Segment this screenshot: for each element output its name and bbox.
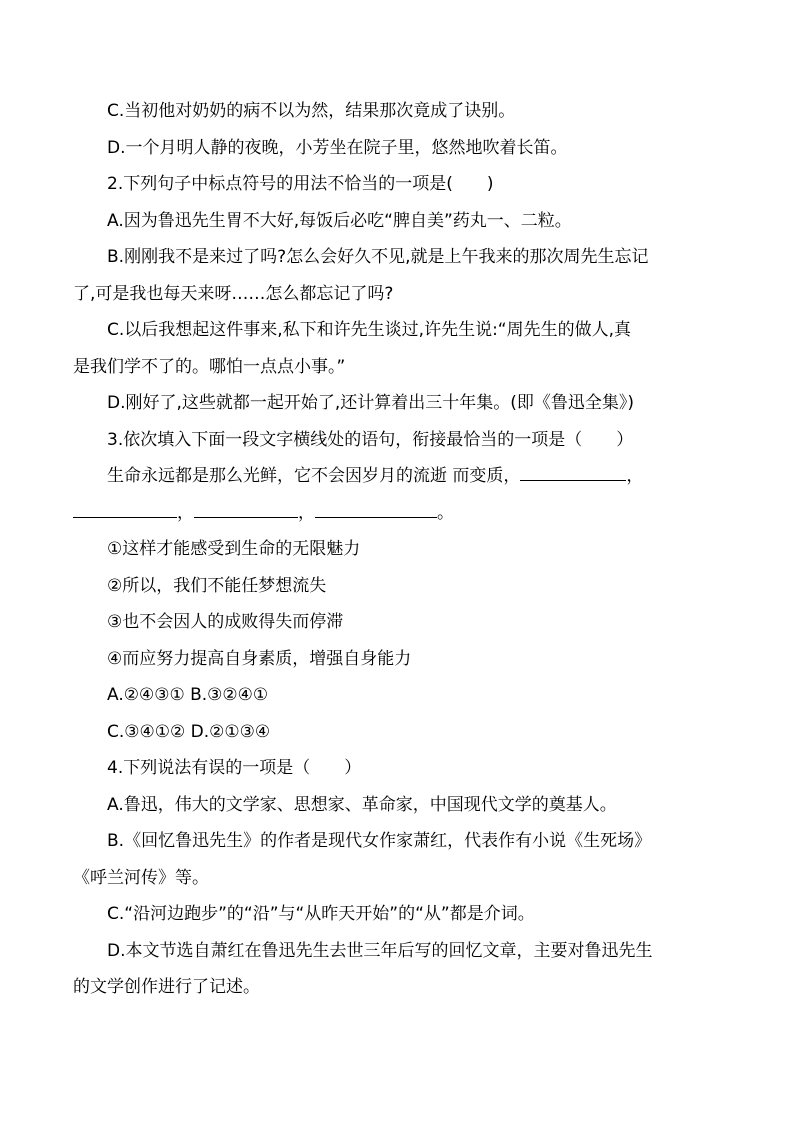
q4-option-b-cont: 《呼兰河传》等。 [73, 867, 209, 888]
q2-option-c: C.以后我想起这件事来,私下和许先生谈过,许先生说:“周先生的做人,真 [107, 320, 632, 340]
separator: ， [177, 502, 194, 523]
q2-option-b: B.刚刚我不是来过了吗?怎么会好久不见,就是上午我来的那次周先生忘记 [107, 247, 649, 267]
q3-item-3: ③也不会因人的成败得失而停滞 [107, 612, 344, 632]
q3-options-ab: A.②④③① B.③②④① [107, 685, 269, 705]
question-2-stem: 2.下列句子中标点符号的用法不恰当的一项是( ) [107, 174, 494, 194]
document-page [73, 93, 713, 1006]
q2-option-c-cont: 是我们学不了的。哪怕一点点小事。” [73, 356, 346, 377]
separator: ， [626, 466, 644, 486]
q3-passage-intro: 生命永远都是那么光鲜，它不会因岁月的流逝 而变质， [107, 466, 521, 486]
q4-option-a: A.鲁迅，伟大的文学家、思想家、革命家，中国现代文学的奠基人。 [107, 794, 617, 815]
q3-item-1: ①这样才能感受到生命的无限魅力 [107, 539, 361, 559]
q2-option-b-cont: 了,可是我也每天来呀……怎么都忘记了吗? [73, 283, 394, 304]
fill-blank-1 [520, 462, 626, 481]
option-c-line: C.当初他对奶奶的病不以为然，结果那次竟成了诀别。 [107, 101, 516, 121]
fill-blank-4 [315, 499, 437, 518]
q4-option-b: B.《回忆鲁迅先生》的作者是现代女作家萧红，代表作有小说《生死场》 [107, 831, 652, 851]
option-d-line: D.一个月明人静的夜晚，小芳坐在院子里，悠然地吹着长笛。 [107, 137, 568, 158]
q3-item-4: ④而应努力提高自身素质，增强自身能力 [107, 648, 412, 669]
fill-blank-3 [194, 499, 298, 518]
q2-option-a: A.因为鲁迅先生胃不大好,每饭后必吃“脾自美”药丸一、二粒。 [107, 210, 572, 231]
question-3-stem: 3.依次填入下面一段文字横线处的语句，衔接最恰当的一项是（ ） [107, 429, 634, 450]
fill-blank-2 [73, 499, 177, 518]
q3-passage-line-1 [73, 458, 713, 495]
q4-option-c: C.“沿河边跑步”的“沿”与“从昨天开始”的“从”都是介词。 [107, 904, 535, 924]
q3-options-cd: C.③④①② D.②①③④ [107, 721, 271, 742]
q3-item-2: ②所以，我们不能任梦想流失 [107, 575, 327, 596]
question-4-stem: 4.下列说法有误的一项是（ ） [107, 758, 362, 778]
q3-passage-line-2 [73, 495, 713, 532]
q4-option-d-cont: 的文学创作进行了记述。 [73, 977, 260, 997]
q2-option-d: D.刚好了,这些就都一起开始了,还计算着出三十年集。(即《鲁迅全集》) [107, 393, 635, 413]
q4-option-d: D.本文节选自萧红在鲁迅先生去世三年后写的回忆文章，主要对鲁迅先生 [107, 940, 653, 961]
separator: ， [298, 502, 315, 523]
period: 。 [437, 502, 454, 523]
